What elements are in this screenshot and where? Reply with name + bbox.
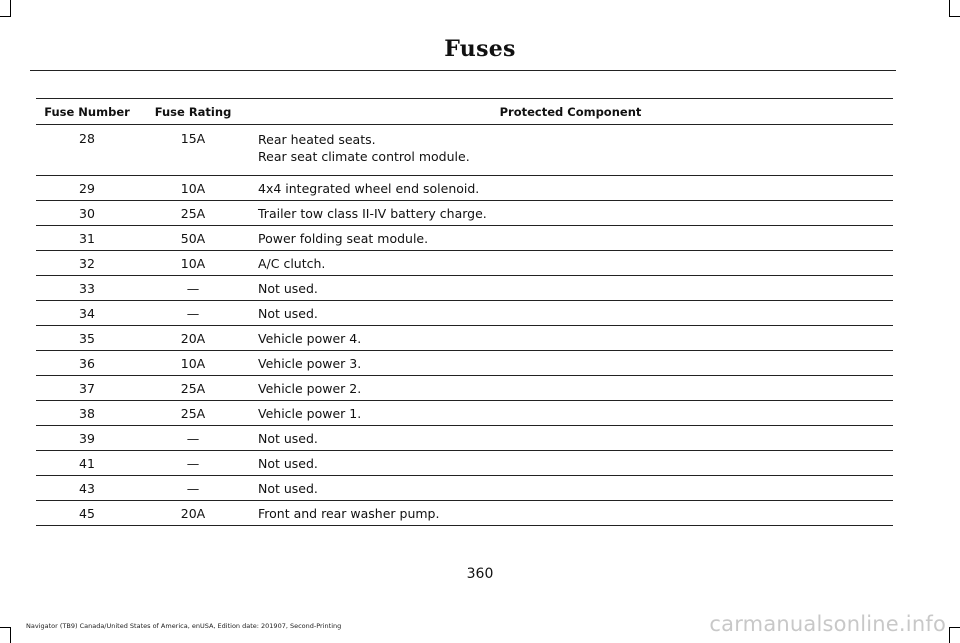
protected-component-cell: Vehicle power 4. [248,326,893,351]
crop-mark-top-left-vertical [10,0,11,16]
column-header-fuse-number: Fuse Number [36,99,138,125]
crop-mark-top-right-vertical [949,0,950,16]
protected-component-cell: Vehicle power 2. [248,376,893,401]
table-row [36,251,893,276]
table-row [36,401,893,426]
fuse-rating-cell: 25A [138,376,248,401]
crop-mark-bottom-left-vertical [10,627,11,643]
protected-component-cell: Trailer tow class II-IV battery charge. [248,201,893,226]
fuse-number-cell: 45 [36,501,138,526]
fuse-table [36,98,893,526]
crop-mark-top-left-horizontal [0,16,11,17]
fuse-number-cell: 28 [36,125,138,176]
table-header-row [36,99,893,125]
column-header-fuse-rating: Fuse Rating [138,99,248,125]
protected-component-cell [248,125,893,176]
protected-component-cell: Not used. [248,476,893,501]
fuse-number-cell: 36 [36,351,138,376]
fuse-rating-cell: — [138,276,248,301]
table-row [36,125,893,176]
fuse-number-cell: 33 [36,276,138,301]
fuse-rating-cell: 10A [138,176,248,201]
table-row [36,351,893,376]
fuse-number-cell: 41 [36,451,138,476]
fuse-rating-cell: 50A [138,226,248,251]
protected-component-cell: Not used. [248,301,893,326]
header-rule [30,70,896,71]
protected-component-cell: Vehicle power 1. [248,401,893,426]
protected-component-line: Rear seat climate control module. [258,149,470,164]
crop-mark-bottom-right-vertical [949,627,950,643]
fuse-number-cell: 34 [36,301,138,326]
page-number: 360 [466,566,494,582]
table-row [36,451,893,476]
protected-component-cell: Power folding seat module. [248,226,893,251]
fuse-number-cell: 39 [36,426,138,451]
protected-component-cell: Not used. [248,426,893,451]
table-row [36,226,893,251]
table-row [36,426,893,451]
fuse-rating-cell: 10A [138,251,248,276]
protected-component-cell: Vehicle power 3. [248,351,893,376]
fuse-rating-cell: 10A [138,351,248,376]
table-row [36,476,893,501]
protected-component-cell: A/C clutch. [248,251,893,276]
crop-mark-bottom-right-horizontal [949,627,960,628]
table-row [36,376,893,401]
fuse-number-cell: 43 [36,476,138,501]
fuse-number-cell: 32 [36,251,138,276]
fuse-number-cell: 37 [36,376,138,401]
fuse-number-cell: 38 [36,401,138,426]
fuse-rating-cell: — [138,426,248,451]
crop-mark-top-right-horizontal [949,16,960,17]
table-row [36,276,893,301]
watermark: carmanualsonline.info [709,612,946,636]
table-row [36,326,893,351]
protected-component-cell: Not used. [248,451,893,476]
table-row [36,201,893,226]
fuse-rating-cell: 15A [138,125,248,176]
column-header-protected-component: Protected Component [248,99,893,125]
fuse-rating-cell: 25A [138,401,248,426]
fuse-rating-cell: 20A [138,501,248,526]
protected-component-cell: Not used. [248,276,893,301]
crop-mark-bottom-left-horizontal [0,627,11,628]
fuse-rating-cell: — [138,451,248,476]
fuse-number-cell: 35 [36,326,138,351]
fuse-number-cell: 30 [36,201,138,226]
table-row [36,301,893,326]
fuse-rating-cell: 20A [138,326,248,351]
fuse-rating-cell: 25A [138,201,248,226]
footer-edition-text: Navigator (TB9) Canada/United States of America, enUSA, Edition date: 201907, Second-Printing [26,622,342,630]
page-title: Fuses [444,36,516,62]
table-row [36,176,893,201]
fuse-number-cell: 31 [36,226,138,251]
fuse-rating-cell: — [138,301,248,326]
table-row [36,501,893,526]
fuse-number-cell: 29 [36,176,138,201]
protected-component-line: Rear heated seats. [258,132,376,147]
protected-component-cell: Front and rear washer pump. [248,501,893,526]
fuse-rating-cell: — [138,476,248,501]
protected-component-cell: 4x4 integrated wheel end solenoid. [248,176,893,201]
